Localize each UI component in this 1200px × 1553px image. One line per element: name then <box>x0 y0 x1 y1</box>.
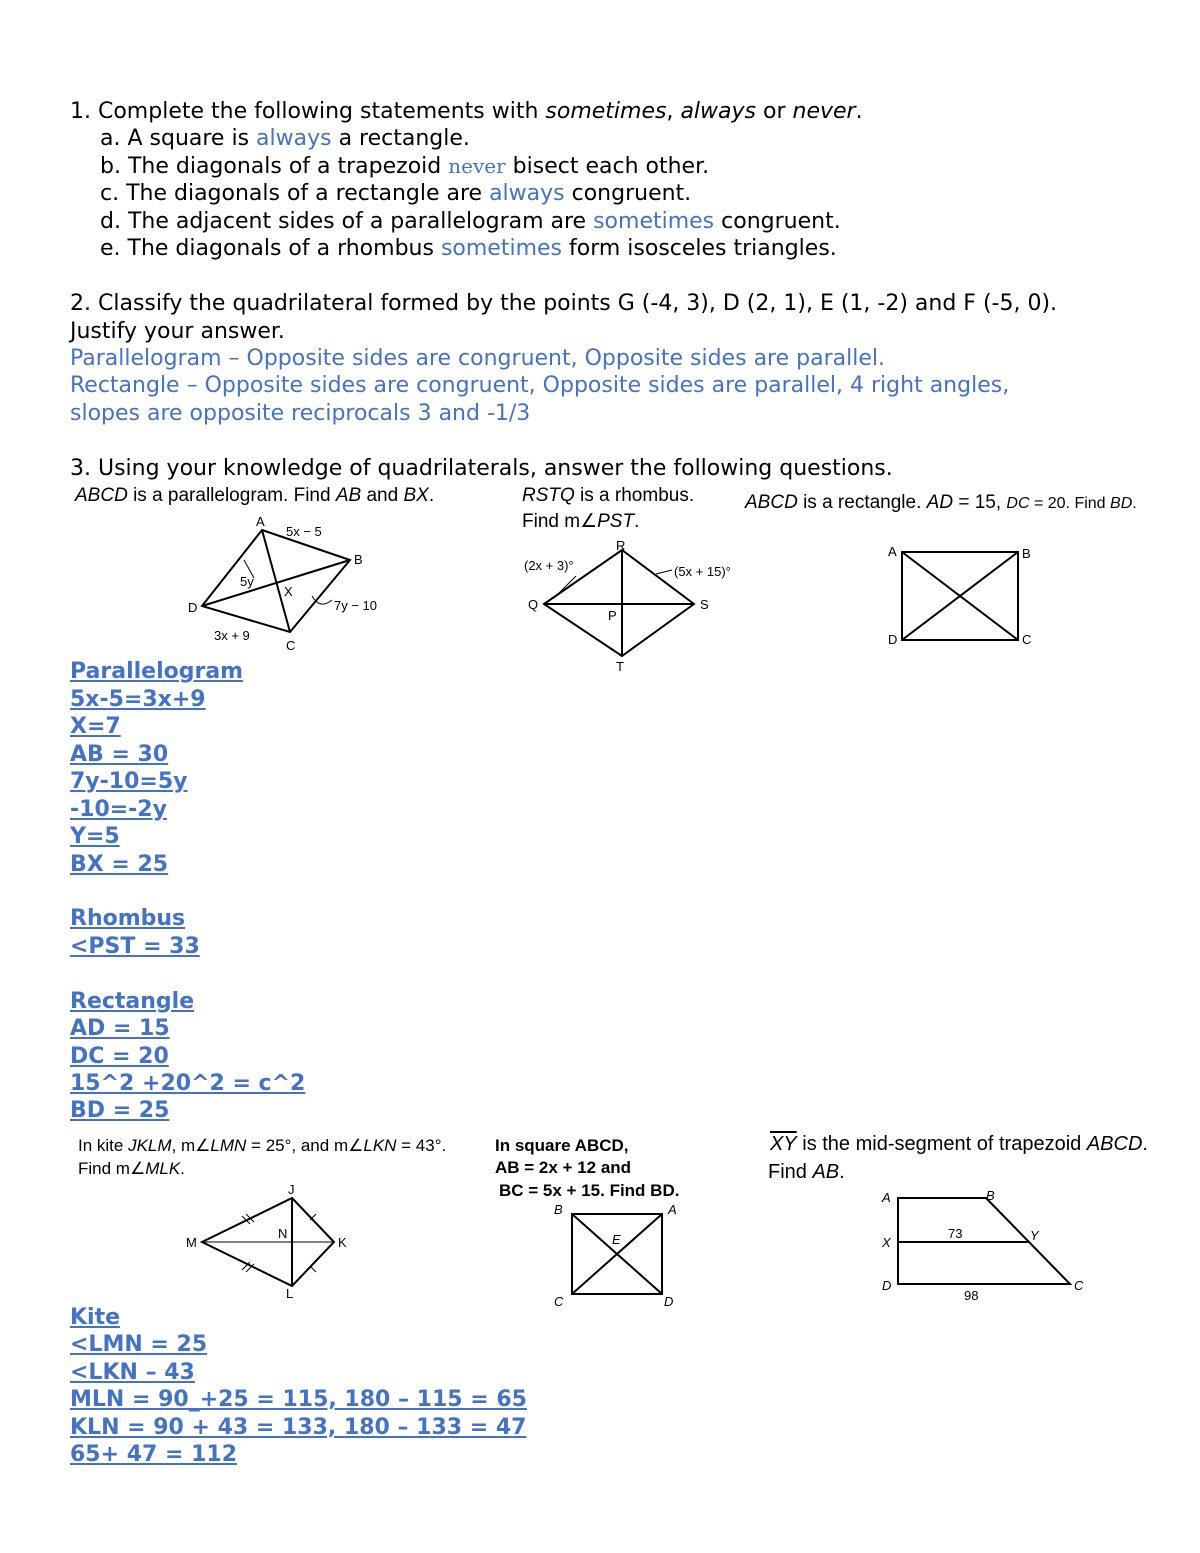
fig6-caption-part: $\overline{XY}$ <box>770 1133 797 1155</box>
fig6-label-x: X <box>882 1235 891 1250</box>
fig5-caption-line3: BC = 5x + 15. Find BD. <box>499 1181 680 1200</box>
q3-prompt: 3. Using your knowledge of quadrilaterals, answer the following questions. <box>70 456 893 481</box>
answer-line: AB = 30 <box>70 742 169 767</box>
fig1-side-dc: 3x + 9 <box>214 628 250 643</box>
fig6-label-c: C <box>1074 1278 1084 1293</box>
fig5-label-e: E <box>612 1232 621 1247</box>
answer-line: 15^2 +20^2 = c^2 <box>70 1071 306 1096</box>
fig2-label-q: Q <box>528 597 539 612</box>
fig3-label-a: A <box>888 544 897 559</box>
fig2-label-p: P <box>608 608 617 623</box>
fig3-label-c: C <box>1022 632 1032 647</box>
fig5-caption-line1: In square ABCD, <box>495 1136 629 1155</box>
fig3-caption-part: DC <box>1006 495 1030 512</box>
fig3-caption-part: ABCD <box>745 492 798 513</box>
fig4-caption-part: JKLM <box>128 1136 172 1155</box>
answer-line: <LMN = 25 <box>70 1332 208 1357</box>
fig1-label-c: C <box>286 638 296 653</box>
fig1-caption-part: AB <box>335 485 362 506</box>
fig4-label-n: N <box>278 1226 288 1241</box>
fig6-label-y: Y <box>1030 1228 1039 1243</box>
fig1-seg-bc: 7y − 10 <box>334 598 378 613</box>
q2-prompt-line2: Justify your answer. <box>70 319 285 344</box>
q1-item-text: d. The adjacent sides of a parallelogram are <box>100 209 594 234</box>
fig3-caption-part: = 20. Find <box>1029 495 1111 512</box>
answer-line: DC = 20 <box>70 1044 169 1069</box>
answer-line: AD = 15 <box>70 1016 170 1041</box>
q1-sep: , <box>666 99 681 124</box>
q1-answer: always <box>489 181 565 206</box>
fig4-label-k: K <box>338 1235 347 1250</box>
q2-answer-line1: Parallelogram – Opposite sides are congruent, Opposite sides are parallel. <box>70 346 885 371</box>
q1-answer: sometimes <box>593 209 715 234</box>
fig1-caption-part: BX <box>403 485 429 506</box>
square-figure <box>550 1198 690 1310</box>
fig1-caption <box>75 484 434 508</box>
q2-prompt-line1: 2. Classify the quadrilateral formed by the points G (-4, 3), D (2, 1), E (1, -2) and F (-5, 0). <box>70 291 1058 316</box>
fig6-caption-part: ABCD <box>1086 1133 1143 1155</box>
fig5-label-b: B <box>554 1202 563 1217</box>
q1-item-text: congruent. <box>564 181 692 206</box>
fig3-label-b: B <box>1022 546 1031 561</box>
fig2-angle-2: (5x + 15)° <box>674 564 731 579</box>
q1-word-never: never <box>792 99 856 124</box>
fig6-caption-part: AB <box>812 1161 840 1183</box>
parallelogram-figure <box>180 510 410 660</box>
q1-item-b <box>100 153 709 180</box>
q1-item-text: a rectangle. <box>331 126 470 151</box>
fig4-caption-part: LMN <box>210 1136 247 1155</box>
q1-sep: or <box>756 99 793 124</box>
fig6-label-a: A <box>882 1190 891 1205</box>
fig2-caption-part: is a rhombus. <box>574 485 695 506</box>
answer-line: 65+ 47 = 112 <box>70 1442 237 1467</box>
fig3-label-d: D <box>888 632 898 647</box>
fig3-caption-part: = 15, <box>953 492 1007 513</box>
fig5-caption-line2: AB = 2x + 12 and <box>495 1158 632 1177</box>
fig1-caption-part: . <box>428 485 435 506</box>
q1-end: . <box>855 99 863 124</box>
fig3-caption-part: . <box>1132 495 1137 512</box>
fig1-side-ab: 5x − 5 <box>286 524 322 539</box>
fig6-base-value: 98 <box>964 1288 979 1303</box>
fig6-label-d: D <box>882 1278 892 1293</box>
answer-line: 7y-10=5y <box>70 769 188 794</box>
fig1-seg-dx: 5y <box>240 574 254 589</box>
q1-item-text: c. The diagonals of a rectangle are <box>100 181 490 206</box>
fig5-label-d: D <box>664 1294 674 1309</box>
fig3-caption <box>745 491 1137 516</box>
rectangle-figure <box>880 540 1040 650</box>
q1-item-c <box>100 180 691 207</box>
fig3-caption-part: AD <box>926 492 954 513</box>
fig1-label-a: A <box>256 514 265 529</box>
q1-answer: always <box>256 126 332 151</box>
q1-item-d <box>100 208 841 235</box>
fig4-caption-part: . <box>180 1159 185 1178</box>
answer-line: <PST = 33 <box>70 934 200 959</box>
fig2-angle-1: (2x + 3)° <box>524 558 574 573</box>
fig1-caption-part: is a parallelogram. Find <box>127 485 336 506</box>
q1-item-e <box>100 235 837 262</box>
fig4-caption-part: LKN <box>363 1136 397 1155</box>
fig4-caption-line2 <box>78 1157 185 1181</box>
answer-line: BX = 25 <box>70 852 169 877</box>
answer-line: X=7 <box>70 714 121 739</box>
fig2-caption-line2 <box>522 510 639 534</box>
answer-heading-rectangle: Rectangle <box>70 989 195 1014</box>
q1-item-text: a. A square is <box>100 126 257 151</box>
fig6-caption-part: . <box>1142 1133 1148 1155</box>
q1-item-a <box>100 125 470 152</box>
q1-answer: never <box>448 154 506 178</box>
answer-line: MLN = 90_+25 = 115, 180 – 115 = 65 <box>70 1387 527 1412</box>
fig6-caption-part: . <box>839 1161 845 1183</box>
fig6-caption-line2 <box>768 1160 845 1184</box>
answer-heading-rhombus: Rhombus <box>70 906 186 931</box>
fig4-caption-part: = 25°, and m∠ <box>246 1136 364 1155</box>
trapezoid-figure <box>870 1186 1100 1306</box>
fig1-label-b: B <box>354 552 363 567</box>
q1-item-text: congruent. <box>714 209 841 234</box>
answer-line: <LKN – 43 <box>70 1360 195 1385</box>
q2-answer-line2: Rectangle – Opposite sides are congruent, Opposite sides are parallel, 4 right angles, <box>70 373 1010 398</box>
q1-prompt <box>70 98 863 125</box>
fig4-caption-part: = 43°. <box>396 1136 447 1155</box>
fig4-caption-part: MLK <box>145 1159 181 1178</box>
fig3-caption-part: BD <box>1110 495 1133 512</box>
fig1-caption-part: and <box>361 485 404 506</box>
answer-line: KLN = 90 + 43 = 133, 180 – 133 = 47 <box>70 1415 527 1440</box>
fig5-label-c: C <box>554 1294 564 1309</box>
fig2-caption-part: PST <box>597 511 635 532</box>
fig6-caption-part: Find <box>768 1161 813 1183</box>
answer-heading-parallelogram: Parallelogram <box>70 659 244 684</box>
q1-item-text: b. The diagonals of a trapezoid <box>100 154 449 179</box>
q1-word-sometimes: sometimes <box>545 99 667 124</box>
fig6-caption-part: is the mid-segment of trapezoid <box>796 1133 1087 1155</box>
fig4-caption-part: Find m∠ <box>78 1159 146 1178</box>
fig6-midsegment-value: 73 <box>948 1226 963 1241</box>
fig2-label-s: S <box>700 597 709 612</box>
rhombus-figure <box>520 538 770 674</box>
q1-prompt-text: 1. Complete the following statements with <box>70 99 546 124</box>
fig2-caption-part: . <box>634 511 640 532</box>
fig4-caption-part: , m∠ <box>171 1136 211 1155</box>
q1-item-text: bisect each other. <box>505 154 710 179</box>
q1-item-text: form isosceles triangles. <box>562 236 837 261</box>
fig4-caption-line1 <box>78 1134 446 1158</box>
fig2-caption-line1 <box>522 484 694 508</box>
fig2-caption-part: Find m∠ <box>522 511 598 532</box>
fig6-label-b: B <box>986 1188 995 1203</box>
fig1-label-x: X <box>284 584 293 599</box>
fig2-caption-part: RSTQ <box>522 485 575 506</box>
fig3-caption-part: is a rectangle. <box>797 492 927 513</box>
answer-line: BD = 25 <box>70 1098 170 1123</box>
fig2-label-r: R <box>616 538 626 553</box>
fig4-label-j: J <box>288 1182 295 1197</box>
q1-item-text: e. The diagonals of a rhombus <box>100 236 441 261</box>
answer-line: 5x-5=3x+9 <box>70 687 206 712</box>
q1-word-always: always <box>680 99 757 124</box>
fig4-caption-part: In kite <box>78 1136 129 1155</box>
fig5-label-a: A <box>668 1202 677 1217</box>
kite-figure <box>180 1180 360 1300</box>
fig2-label-t: T <box>616 659 624 674</box>
fig1-caption-part: ABCD <box>75 485 128 506</box>
q1-answer: sometimes <box>440 236 562 261</box>
q2-answer-line3: slopes are opposite reciprocals 3 and -1/3 <box>70 401 531 426</box>
fig1-label-d: D <box>188 600 198 615</box>
fig4-label-l: L <box>286 1286 294 1300</box>
answer-line: -10=-2y <box>70 797 167 822</box>
answer-heading-kite: Kite <box>70 1305 121 1330</box>
fig4-label-m: M <box>186 1235 197 1250</box>
answer-line: Y=5 <box>70 824 120 849</box>
fig6-caption-line1 <box>770 1132 1148 1156</box>
